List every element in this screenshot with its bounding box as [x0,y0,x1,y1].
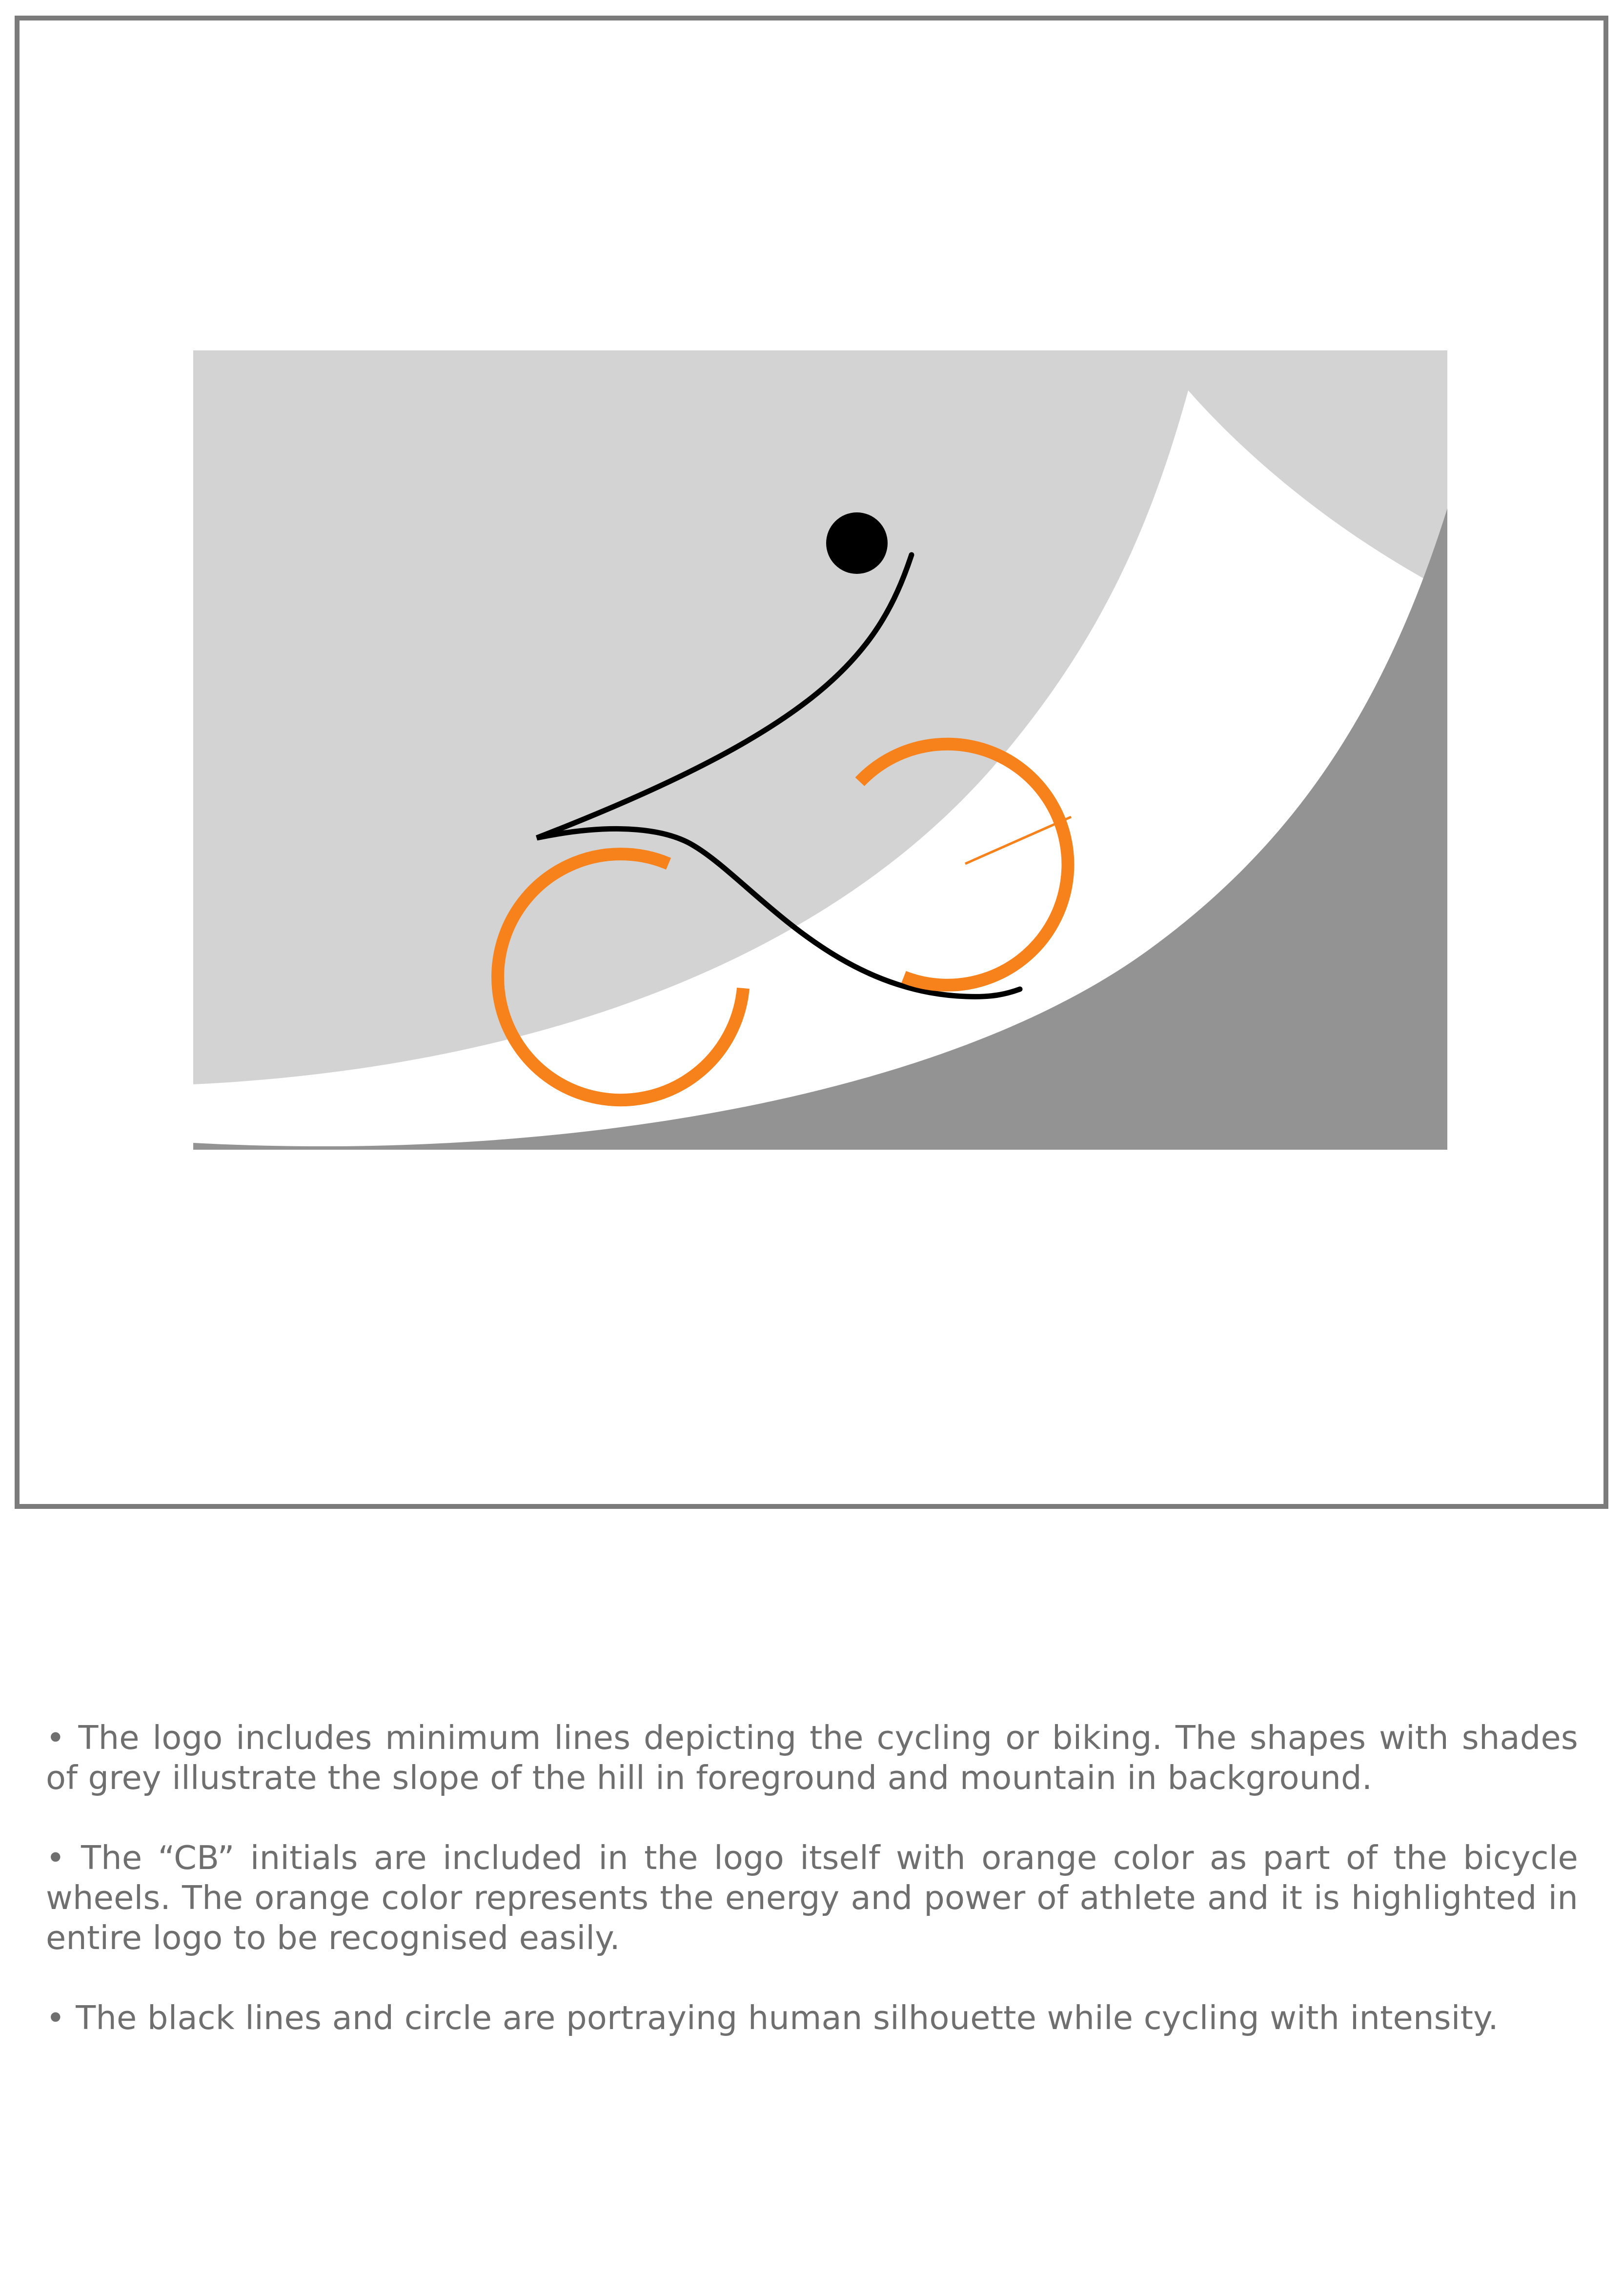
cycling-logo [20,20,1613,1514]
note-paragraph: • The black lines and circle are portraying human silhouette while cycling with intensity. [46,1999,1499,2037]
note-paragraph: • The “CB” initials are included in the logo itself with orange color as part of the bicycle wheels. The orange color represents the energy and power of athlete and it is highlighted in entire logo to be recognised easily. [46,1839,1578,1957]
logo-description [46,1718,1578,2078]
rider-head [826,512,888,574]
logo-frame [15,16,1608,1509]
note-paragraph: • The logo includes minimum lines depicting the cycling or biking. The shapes with shades of grey illustrate the slope of the hill in foreground and mountain in background. [46,1719,1578,1797]
